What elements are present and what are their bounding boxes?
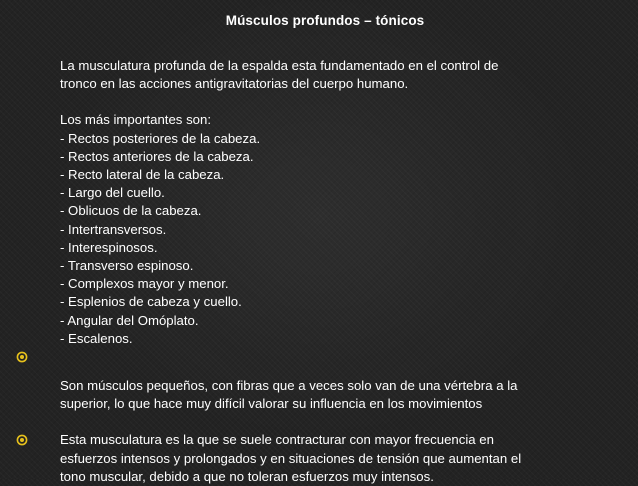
ring-dot-bullet-icon xyxy=(16,351,28,363)
intro-paragraph: La musculatura profunda de la espalda esta fundamentado en el control de tronco en las acciones antigravitatorias del cuerpo humano. xyxy=(60,58,499,92)
slide-title xyxy=(0,13,638,28)
slide-body xyxy=(60,57,630,486)
list-item: - Intertransversos. xyxy=(60,221,167,237)
spacer xyxy=(60,366,630,377)
list-item: - Transverso espinoso. xyxy=(60,258,194,274)
list-item: - Angular del Omóplato. xyxy=(60,312,199,328)
bullet-paragraph-contracture: Esta musculatura es la que se suele contracturar con mayor frecuencia en esfuerzos intensos y prolongados y en situaciones de tensión que aumentan el tono muscular, debido a que no toleran esfuerzos muy intensos. xyxy=(60,432,522,484)
ring-dot-bullet-icon xyxy=(16,434,28,446)
list-item: - Recto lateral de la cabeza. xyxy=(60,167,225,183)
bullet-paragraph-small-muscles: Son músculos pequeños, con fibras que a veces solo van de una vértebra a la superior, lo que hace muy difícil valorar su influencia en los movimientos xyxy=(60,378,518,412)
list-heading: Los más importantes son: xyxy=(60,112,211,128)
spacer xyxy=(60,413,630,431)
list-item: - Largo del cuello. xyxy=(60,185,165,201)
list-item: - Complexos mayor y menor. xyxy=(60,276,229,292)
list-item: - Escalenos. xyxy=(60,330,133,346)
slide-title-text: Músculos profundos – tónicos xyxy=(225,13,425,28)
list-item: - Rectos anteriores de la cabeza. xyxy=(60,148,254,164)
list-item: - Interespinosos. xyxy=(60,239,158,255)
empty-bullet-row xyxy=(60,348,630,366)
bullet-row-contracture xyxy=(60,431,630,486)
list-item: - Oblicuos de la cabeza. xyxy=(60,203,202,219)
list-item: - Rectos posteriores de la cabeza. xyxy=(60,130,261,146)
list-item: - Esplenios de cabeza y cuello. xyxy=(60,294,242,310)
spacer xyxy=(60,93,630,111)
muscle-list xyxy=(60,130,630,348)
